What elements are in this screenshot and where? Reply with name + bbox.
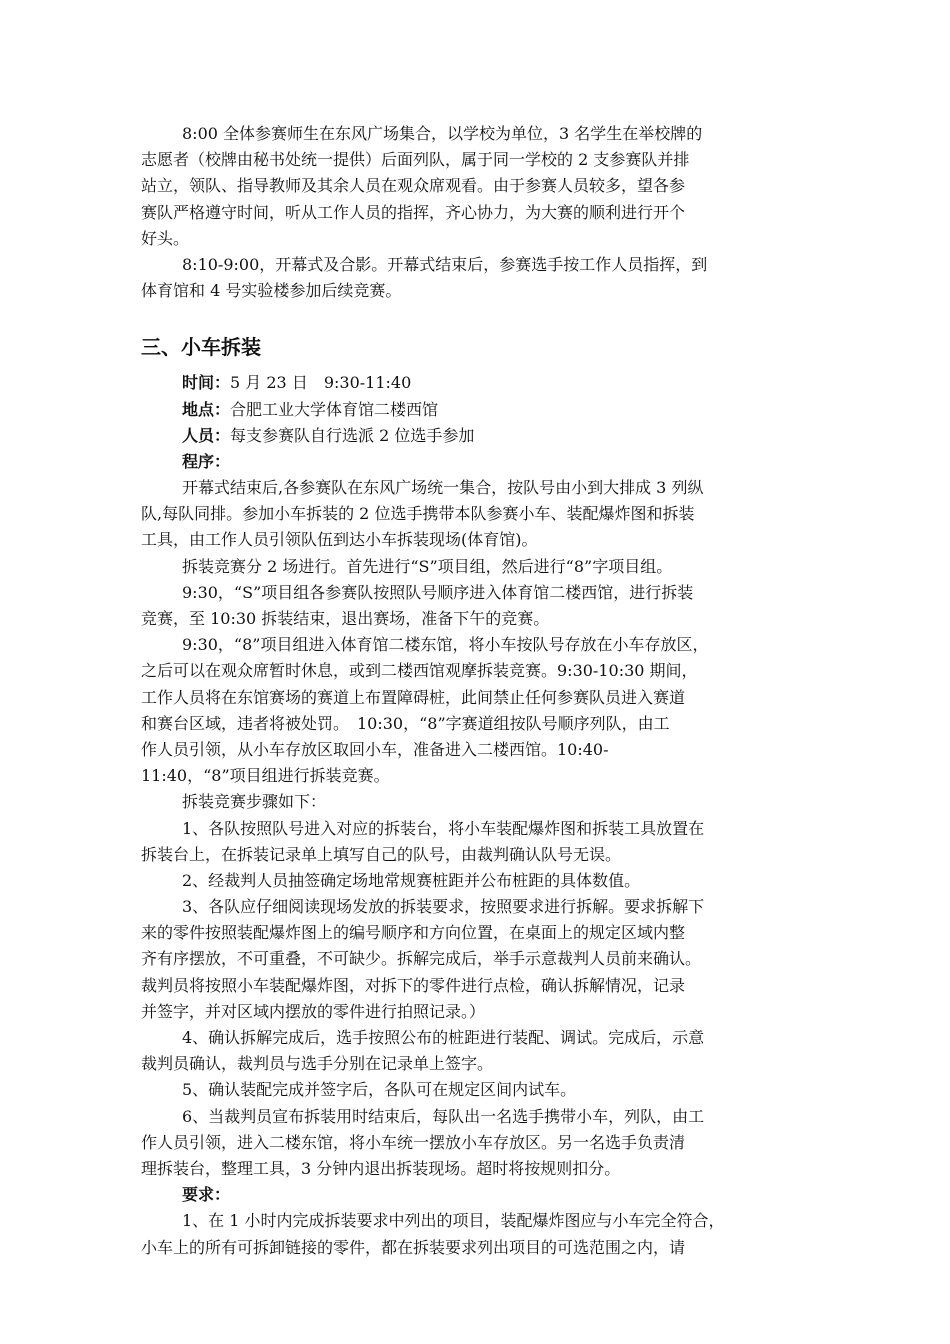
- text-line: 赛队严格遵守时间，听从工作人员的指挥，齐心协力，为大赛的顺利进行开个: [141, 202, 686, 222]
- place-label: 地点：: [182, 399, 231, 419]
- text-line: 6、当裁判员宣布拆装用时结束后，每队出一名选手携带小车，列队，由工: [182, 1106, 705, 1126]
- section-heading: 三、小车拆装: [141, 335, 261, 360]
- text-line: 4、确认拆解完成后，选手按照公布的桩距进行装配、调试。完成后，示意: [182, 1028, 705, 1047]
- text-line: 2、经裁判人员抽签确定场地常规赛桩距并公布桩距的具体数值。: [182, 870, 641, 890]
- text-line: 作人员引领，从小车存放区取回小车，准备进入二楼西馆。10:40-: [141, 739, 609, 759]
- text-line: 11:40，“8”项目组进行拆装竞赛。: [141, 766, 390, 786]
- procedure-body: [141, 475, 813, 1182]
- document-page: [141, 121, 813, 1261]
- text-line: 工作人员将在东馆赛场的赛道上布置障碍桩，此间禁止任何参赛队员进入赛道: [141, 687, 686, 707]
- text-line: 并签字，并对区域内摆放的零件进行拍照记录。）: [141, 1001, 486, 1021]
- people-row: [141, 423, 813, 449]
- text-line: 1、在 1 小时内完成拆装要求中列出的项目，装配爆炸图应与小车完全符合，: [182, 1211, 725, 1231]
- time-label: 时间：: [182, 373, 231, 393]
- text-line: 拆装竞赛分 2 场进行。首先进行“S”项目组，然后进行“8”字项目组。: [182, 556, 673, 576]
- procedure-label: 程序：: [182, 451, 231, 471]
- text-line: 9:30，“8”项目组进入体育馆二楼东馆，将小车按队号存放在小车存放区，: [182, 635, 709, 655]
- text-line: 开幕式结束后,各参赛队在东风广场统一集合，按队号由小到大排成 3 列纵: [182, 478, 704, 498]
- text-line: 3、各队应仔细阅读现场发放的拆装要求，按照要求进行拆解。要求拆解下: [182, 897, 705, 917]
- procedure-row: [141, 449, 813, 475]
- text-line: 体育馆和 4 号实验楼参加后续竞赛。: [141, 281, 402, 301]
- text-line: 志愿者（校牌由秘书处统一提供）后面列队，属于同一学校的 2 支参赛队并排: [141, 150, 690, 170]
- text-line: 理拆装台，整理工具，3 分钟内退出拆装现场。超时将按规则扣分。: [141, 1158, 621, 1178]
- text-line: 作人员引领，进入二楼东馆，将小车统一摆放小车存放区。另一名选手负责清: [141, 1132, 686, 1152]
- intro-paragraph-1: [141, 121, 813, 252]
- text-line: 8:10-9:00，开幕式及合影。开幕式结束后，参赛选手按工作人员指挥，到: [182, 254, 708, 274]
- text-line: 8:00 全体参赛师生在东风广场集合，以学校为单位，3 名学生在举校牌的: [182, 124, 703, 143]
- text-line: 1、各队按照队号进入对应的拆装台，将小车装配爆炸图和拆装工具放置在: [182, 818, 705, 838]
- text-line: 好头。: [141, 228, 190, 248]
- text-line: 之后可以在观众席暂时休息，或到二楼西馆观摩拆装竞赛。9:30-10:30 期间，: [141, 661, 698, 681]
- text-line: 和赛台区域，违者将被处罚。 10:30，“8”字赛道组按队号顺序列队，由工: [141, 713, 670, 733]
- text-line: 拆装竞赛步骤如下：: [182, 792, 327, 812]
- place-value: 合肥工业大学体育馆二楼西馆: [230, 399, 439, 419]
- intro-paragraph-2: [141, 252, 813, 304]
- text-line: 工具，由工作人员引领队伍到达小车拆装现场(体育馆)。: [141, 530, 538, 550]
- place-row: [141, 397, 813, 423]
- text-line: 竞赛，至 10:30 拆装结束，退出赛场，准备下午的竞赛。: [141, 609, 550, 628]
- text-line: 裁判员确认，裁判员与选手分别在记录单上签字。: [141, 1054, 494, 1074]
- text-line: 拆装台上，在拆装记录单上填写自己的队号，由裁判确认队号无误。: [141, 844, 622, 864]
- time-value: 5 月 23 日 9:30-11:40: [230, 373, 412, 393]
- requirements-row: [141, 1182, 813, 1208]
- text-line: 齐有序摆放，不可重叠，不可缺少。拆解完成后，举手示意裁判人员前来确认。: [141, 949, 702, 969]
- text-line: 来的零件按照装配爆炸图上的编号顺序和方向位置，在桌面上的规定区域内整: [141, 923, 686, 943]
- people-label: 人员：: [182, 425, 231, 445]
- text-line: 小车上的所有可拆卸链接的零件，都在拆装要求列出项目的可选范围之内，请: [141, 1237, 686, 1257]
- text-line: 站立，领队、指导教师及其余人员在观众席观看。由于参赛人员较多，望各参: [141, 176, 686, 196]
- text-line: 5、确认装配完成并签字后，各队可在规定区间内试车。: [182, 1080, 577, 1100]
- requirements-body: [141, 1208, 813, 1260]
- requirements-label: 要求：: [182, 1185, 231, 1205]
- people-value: 每支参赛队自行选派 2 位选手参加: [230, 425, 475, 445]
- time-row: [141, 370, 813, 396]
- text-line: 裁判员将按照小车装配爆炸图，对拆下的零件进行点检，确认拆解情况，记录: [141, 975, 686, 995]
- text-line: 队,每队同排。参加小车拆装的 2 位选手携带本队参赛小车、装配爆炸图和拆装: [141, 504, 695, 524]
- text-line: 9:30，“S”项目组各参赛队按照队号顺序进入体育馆二楼西馆，进行拆装: [182, 582, 694, 602]
